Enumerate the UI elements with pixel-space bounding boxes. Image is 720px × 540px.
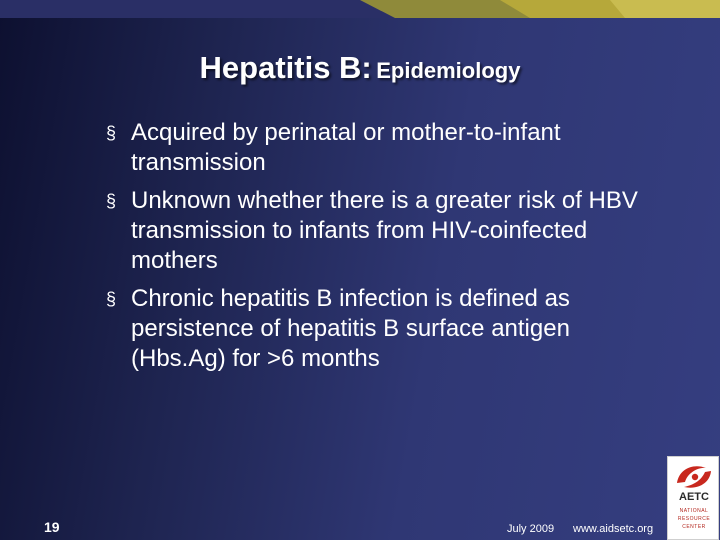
title-main: Hepatitis B: [199, 50, 372, 85]
logo-name: AETC [679, 491, 709, 503]
footer-url[interactable]: www.aidsetc.org [573, 523, 654, 535]
footer-date: July 2009 [507, 523, 555, 535]
logo-line-2: RESOURCE [677, 516, 711, 522]
bullet-marker-icon: § [106, 191, 117, 211]
title-sub: Epidemiology [376, 58, 521, 83]
bullet-list [104, 118, 664, 382]
logo-line-1: NATIONAL [679, 508, 709, 514]
bullet-marker-icon: § [106, 123, 117, 143]
logo-line-3: CENTER [682, 524, 706, 530]
bullet-item [104, 186, 664, 276]
bullet-item [104, 118, 664, 178]
top-decorative-stripe [0, 0, 720, 18]
aetc-swirl-icon [668, 459, 720, 493]
bullet-item [104, 284, 664, 374]
aetc-logo [667, 456, 719, 540]
bullet-marker-icon: § [106, 289, 117, 309]
bullet-text: Chronic hepatitis B infection is defined as persistence of hepatitis B surface antigen (Hbs.Ag) for >6 months [131, 285, 570, 372]
bullet-text: Unknown whether there is a greater risk of HBV transmission to infants from HIV-coinfected mothers [131, 187, 638, 274]
bullet-text: Acquired by perinatal or mother-to-infant transmission [131, 119, 561, 176]
page-number: 19 [44, 519, 60, 535]
slide-title [0, 50, 720, 86]
